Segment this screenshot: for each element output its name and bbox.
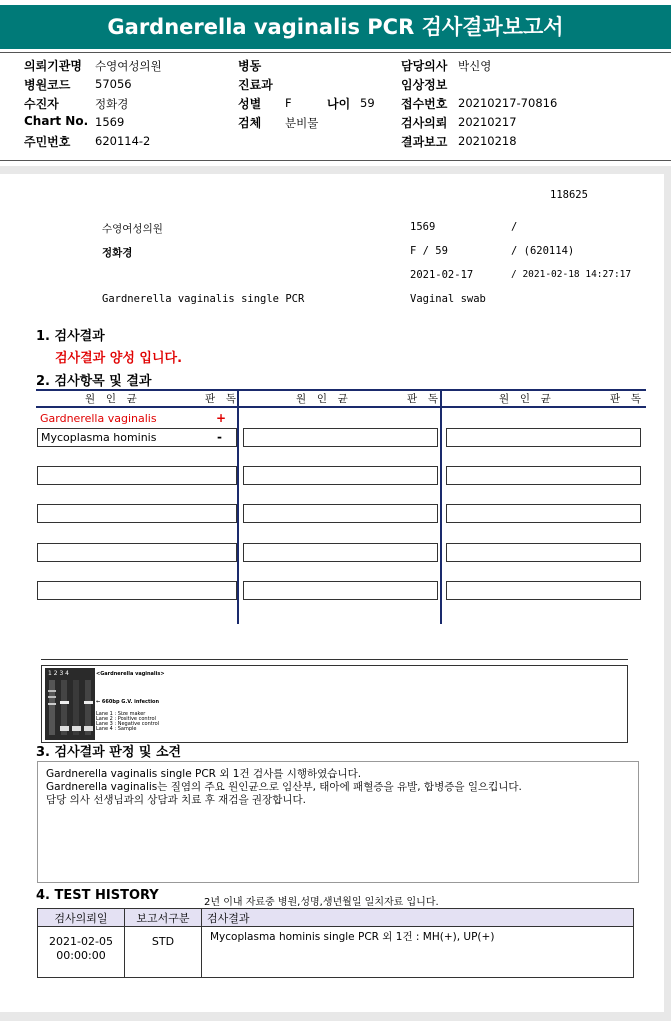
ward-label: 병동: [238, 59, 262, 73]
history-col-date: 검사의뢰일: [54, 912, 108, 925]
pathogen-result-mycoplasma: -: [217, 430, 222, 444]
empty-cell: [446, 466, 641, 485]
gel-ladder-band: [48, 696, 56, 698]
request-date-label: 검사의뢰: [401, 116, 448, 130]
gel-primer-band: [84, 726, 93, 731]
pathogen-cell-mycoplasma: [37, 428, 237, 447]
institution-label: 의뢰기관명: [24, 59, 82, 73]
table-divider-2: [440, 390, 442, 624]
gel-electrophoresis-image: [45, 668, 95, 740]
gel-lane-numbers: 1 2 3 4: [48, 670, 69, 677]
gel-band-label: ← 660bp G.V. infection: [96, 699, 160, 705]
empty-cell: [243, 543, 438, 562]
specimen-value: 분비물: [285, 116, 319, 130]
print-sex-age: F / 59: [410, 245, 448, 257]
receipt-no-value: 20210217-70816: [458, 96, 558, 110]
findings-line-1: Gardnerella vaginalis single PCR 외 1건 검사를 시행하였습니다.: [46, 768, 362, 780]
section1-title: 1. 검사결과: [36, 329, 105, 344]
print-chart: 1569: [410, 221, 436, 233]
history-row-type: STD: [151, 935, 175, 948]
gel-primer-band: [72, 726, 81, 731]
gel-legend-2: Lane 2 : Positive control: [96, 716, 156, 722]
chart-no-label: Chart No.: [24, 114, 89, 128]
history-note: 2년 이내 자료중 병원,성명,생년월일 일치자료 입니다.: [204, 897, 439, 908]
gel-legend-3: Lane 3 : Negative control: [96, 721, 160, 727]
col-header-judgement-1: 판 독: [205, 393, 240, 405]
pathogen-result-gardnerella: +: [216, 411, 227, 425]
history-col-type: 보고서구분: [136, 912, 190, 925]
gel-positive-band: [60, 701, 69, 704]
empty-cell: [446, 504, 641, 523]
empty-cell: [37, 466, 237, 485]
resident-no-value: 620114-2: [95, 134, 151, 148]
empty-cell: [37, 504, 237, 523]
print-slash: /: [511, 221, 518, 233]
page-bottom-edge: [0, 1012, 671, 1021]
pathogen-name-mycoplasma: Mycoplasma hominis: [41, 431, 157, 444]
print-date: 2021-02-17: [410, 269, 474, 281]
page-right-edge: [664, 166, 671, 1021]
sex-value: F: [285, 96, 292, 110]
history-row-date: 2021-02-05: [49, 935, 113, 948]
print-patient: 정화경: [102, 247, 133, 259]
hospital-code-value: 57056: [95, 77, 132, 91]
col-header-pathogen-1: 원 인 균: [85, 393, 141, 405]
receipt-no-label: 접수번호: [401, 97, 448, 111]
print-datetime: / 2021-02-18 14:27:17: [511, 269, 632, 280]
specimen-label: 검체: [238, 116, 262, 130]
table-header-line: [36, 406, 646, 408]
print-birth: / (620114): [511, 245, 575, 257]
patient-value: 정화경: [95, 97, 129, 111]
doctor-value: 박신영: [458, 59, 492, 73]
history-col-result: 검사결과: [207, 912, 250, 925]
result-report-label: 결과보고: [401, 135, 448, 149]
empty-cell: [243, 428, 438, 447]
patient-label: 수진자: [24, 97, 59, 111]
print-test: Gardnerella vaginalis single PCR: [102, 293, 305, 305]
history-col-divider-2: [201, 908, 202, 978]
department-label: 진료과: [238, 78, 273, 92]
col-header-judgement-3: 판 독: [610, 393, 645, 405]
gel-ladder-band: [48, 690, 56, 692]
empty-cell: [37, 581, 237, 600]
resident-no-label: 주민번호: [24, 135, 71, 149]
id-number: 118625: [550, 189, 588, 201]
page-separator: [0, 166, 671, 174]
gel-lane-1: [49, 680, 55, 735]
empty-cell: [446, 581, 641, 600]
table-divider-1: [237, 390, 239, 624]
age-label: 나이: [327, 97, 351, 111]
hospital-code-label: 병원코드: [24, 78, 71, 92]
chart-no-value: 1569: [95, 115, 125, 129]
col-header-pathogen-3: 원 인 균: [499, 393, 555, 405]
print-specimen: Vaginal swab: [410, 293, 486, 305]
report-title: Gardnerella vaginalis PCR 검사결과보고서: [0, 5, 671, 49]
empty-cell: [243, 466, 438, 485]
pathogen-name-gardnerella: Gardnerella vaginalis: [40, 412, 157, 425]
empty-cell: [243, 504, 438, 523]
header-divider-top: [0, 52, 671, 53]
print-clinic: 수영여성의원: [102, 223, 163, 235]
sex-label: 성별: [238, 97, 262, 111]
result-text: 검사결과 양성 입니다.: [55, 351, 183, 366]
findings-line-3: 담당 의사 선생님과의 상담과 치료 후 재검을 권장합니다.: [46, 794, 306, 806]
gel-caption-title: <Gardnerella vaginalis>: [96, 671, 165, 677]
empty-cell: [243, 581, 438, 600]
col-header-judgement-2: 판 독: [407, 393, 442, 405]
history-row-result: Mycoplasma hominis single PCR 외 1건 : MH(+), UP(+): [210, 931, 495, 943]
empty-cell: [37, 543, 237, 562]
gel-ladder-band: [48, 703, 56, 705]
result-report-value: 20210218: [458, 134, 517, 148]
clinical-info-label: 임상정보: [401, 78, 448, 92]
section3-title: 3. 검사결과 판정 및 소견: [36, 745, 182, 760]
col-header-pathogen-2: 원 인 균: [296, 393, 352, 405]
gel-legend-4: Lane 4 : Sample: [96, 726, 137, 732]
history-header-rule: [37, 926, 634, 927]
request-date-value: 20210217: [458, 115, 517, 129]
empty-cell: [446, 543, 641, 562]
gel-sample-band: [84, 701, 93, 704]
empty-cell: [446, 428, 641, 447]
findings-line-2: Gardnerella vaginalis는 질염의 주요 원인균으로 임산부, 태아에 패혈증을 유발, 합병증을 일으킵니다.: [46, 781, 522, 793]
header-divider-bottom: [0, 160, 671, 161]
institution-value: 수영여성의원: [95, 59, 162, 73]
history-row-time: 00:00:00: [56, 949, 106, 962]
gel-primer-band: [60, 726, 69, 731]
doctor-label: 담당의사: [401, 59, 448, 73]
gel-legend-1: Lane 1 : Size maker: [96, 711, 146, 717]
section2-title: 2. 검사항목 및 결과: [36, 374, 152, 389]
age-value: 59: [360, 96, 375, 110]
gel-top-rule: [41, 659, 628, 660]
section4-title: 4. TEST HISTORY: [36, 888, 159, 903]
